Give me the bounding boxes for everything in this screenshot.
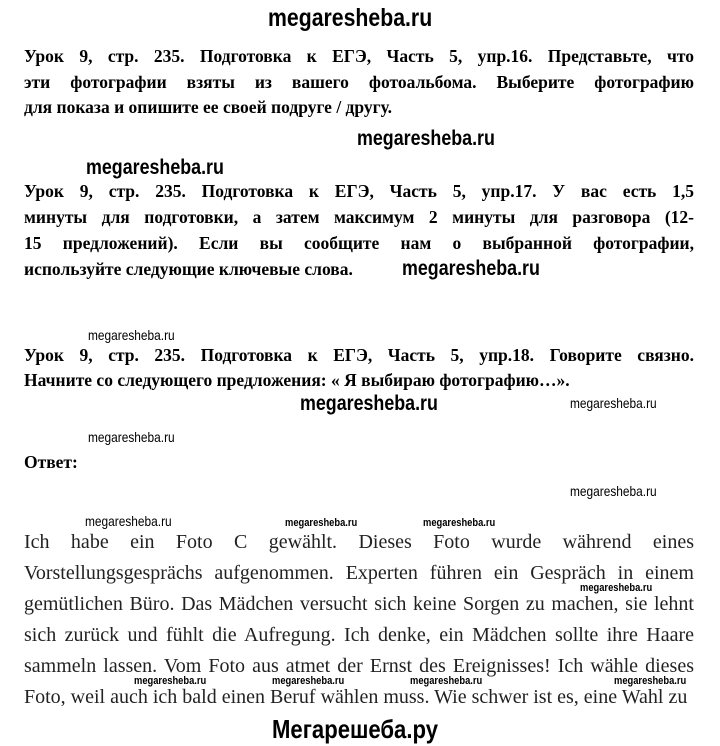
task17-line: минуты для подготовки, а затем максимум 2 минуты для разговора (12- [24,207,694,227]
watermark: megaresheba.ru [423,517,496,529]
task16-line: для показа и опишите ее своей подруге / другу. [24,97,392,117]
watermark: megaresheba.ru [570,395,657,411]
watermark-footer: Мегарешеба.ру [272,714,438,744]
watermark: megaresheba.ru [88,429,175,445]
task18-line: Урок 9, стр. 235. Подготовка к ЕГЭ, Часть 5, упр.18. Говорите связно. [24,345,694,365]
watermark: megaresheba.ru [357,127,495,150]
watermark: megaresheba.ru [88,327,175,343]
watermark: megaresheba.ru [570,483,657,499]
answer-line: Ich habe ein Foto C gewählt. Dieses Foto wurde während eines [24,531,694,553]
watermark: megaresheba.ru [410,675,483,687]
watermark-header: megaresheba.ru [268,4,433,32]
task17-line: 15 предложений). Если вы сообщите нам о выбранной фотографии, [24,233,694,253]
task16-line: эти фотографии взяты из вашего фотоальбома. Выберите фотографию [24,72,694,92]
watermark: megaresheba.ru [300,392,438,415]
task18-line: Начните со следующего предложения: « Я выбираю фотографию…». [24,370,570,390]
watermark: megaresheba.ru [614,675,687,687]
watermark: megaresheba.ru [85,513,172,529]
watermark: megaresheba.ru [580,582,653,594]
task17-line: используйте следующие ключевые слова. [24,259,353,279]
answer-line: Foto, weil auch ich bald einen Beruf wählen muss. Wie schwer ist es, eine Wahl zu [24,686,688,708]
watermark: megaresheba.ru [285,517,358,529]
answer-line: sammeln lassen. Vom Foto aus atmet der Ernst des Ereignisses! Ich wähle dieses [24,655,694,677]
task17-line: Урок 9, стр. 235. Подготовка к ЕГЭ, Часть 5, упр.17. У вас есть 1,5 [24,181,694,201]
answer-label: Ответ: [24,452,78,472]
answer-line: sich zurück und fühlt die Aufregung. Ich denke, ein Mädchen sollte ihre Haare [24,624,694,646]
task16-line: Урок 9, стр. 235. Подготовка к ЕГЭ, Часть 5, упр.16. Представьте, что [24,46,694,66]
watermark: megaresheba.ru [134,675,207,687]
answer-line: gemütlichen Büro. Das Mädchen versucht sich keine Sorgen zu machen, sie lehnt [24,593,694,615]
answer-line: Vorstellungsgesprächs aufgenommen. Experten führen ein Gespräch in einem [24,562,694,584]
watermark: megaresheba.ru [402,257,540,280]
watermark: megaresheba.ru [272,675,345,687]
watermark: megaresheba.ru [86,156,224,179]
